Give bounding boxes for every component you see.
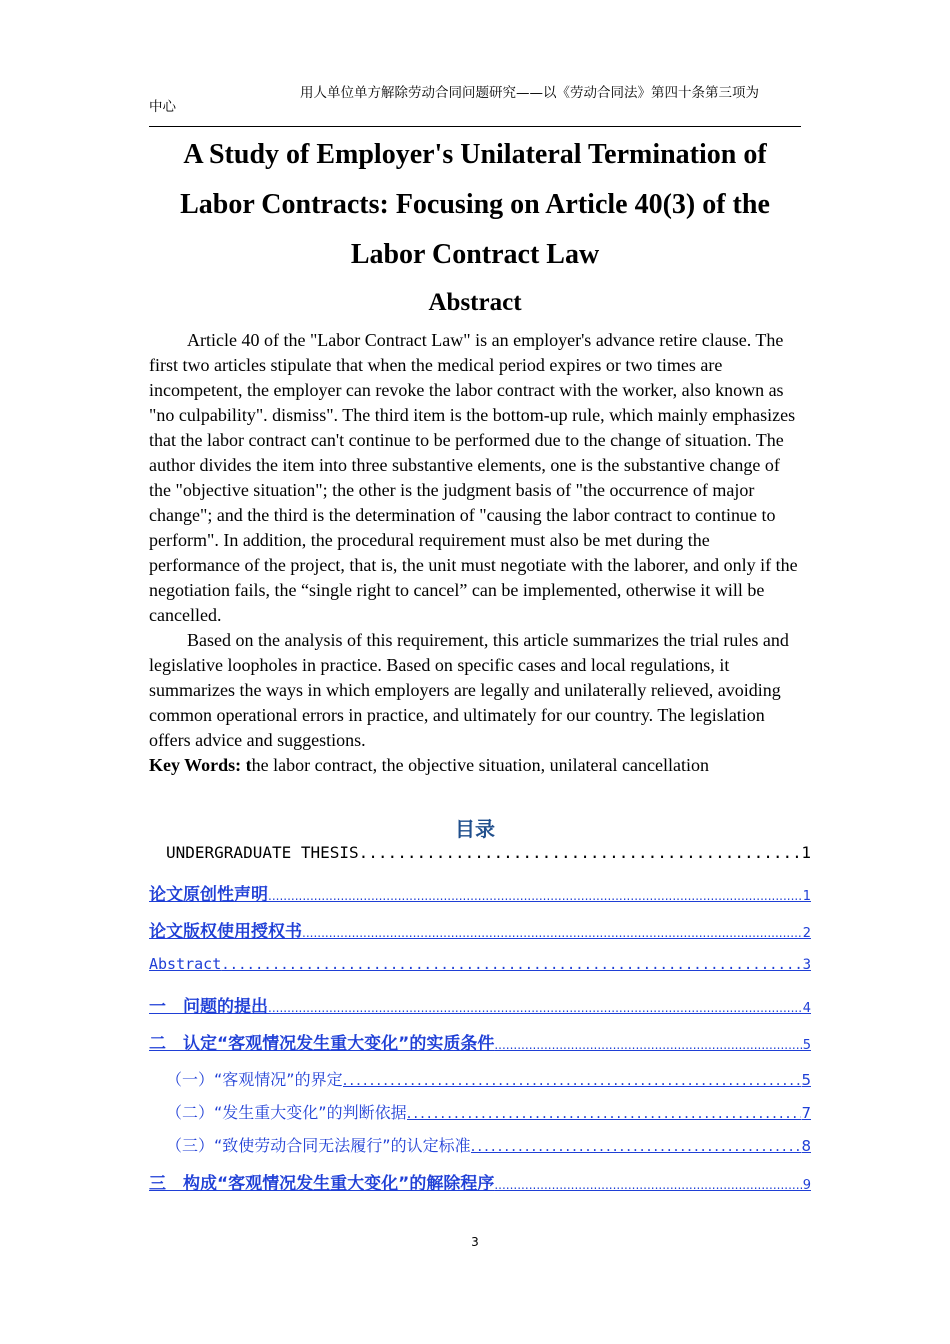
running-header-line2: 中心 <box>149 99 176 115</box>
toc-entry-copyright-authorization[interactable] <box>149 917 811 942</box>
running-header-line1: 用人单位单方解除劳动合同问题研究——以《劳动合同法》第四十条第三项为 <box>300 85 759 101</box>
toc-entry-label: 论文原创性声明 <box>149 885 268 905</box>
toc-entry-label: 二 认定“客观情况发生重大变化”的实质条件 <box>149 1034 495 1054</box>
keywords-text: he labor contract, the objective situation, unilateral cancellation <box>251 755 709 775</box>
toc-leader-dots <box>302 926 803 940</box>
toc-heading: 目录 <box>455 817 495 841</box>
title-line-3: Labor Contract Law <box>350 239 600 270</box>
toc-entry-page: 4 <box>802 1001 811 1016</box>
toc-leader-dots <box>407 1104 802 1122</box>
toc-entry-page: 2 <box>802 926 811 941</box>
toc-leader-dots <box>494 1178 802 1192</box>
toc-leader-dots <box>494 1038 802 1052</box>
toc-entry-section-1[interactable] <box>149 992 811 1017</box>
toc-leader-dots <box>359 843 802 862</box>
toc-entry-abstract[interactable] <box>149 955 811 973</box>
toc-entry-label: （三）“致使劳动合同无法履行”的认定标准 <box>166 1136 471 1155</box>
toc-entry-page: 3 <box>802 957 811 973</box>
toc-entry-page: 5 <box>801 1071 811 1089</box>
header-divider <box>149 126 801 127</box>
toc-leader-dots <box>221 957 802 973</box>
toc-entry-label: 一 问题的提出 <box>149 997 268 1017</box>
toc-entry-page: 5 <box>802 1038 811 1053</box>
toc-entry-section-2-3[interactable] <box>149 1133 811 1156</box>
abstract-paragraph-2: Based on the analysis of this requirement, this article summarizes the trial rules and legislative loopholes in practice. Based on specific cases and local regulations, it summarizes the ways in which employers are legally and unilaterally relieved, avoiding common operational errors in practice, and ultimately for our country. The legislation offers advice and suggestions. <box>149 630 789 750</box>
title-line-1: A Study of Employer's Unilateral Termination of <box>183 139 767 170</box>
toc-entry-page: 9 <box>802 1178 811 1193</box>
paper-title <box>149 130 801 280</box>
toc-leader-dots <box>268 1001 803 1015</box>
toc-entry-page: 1 <box>801 843 811 862</box>
toc-entry-section-2-1[interactable] <box>149 1067 811 1090</box>
abstract-body <box>149 328 804 778</box>
toc-entry-page: 1 <box>802 889 811 904</box>
toc-entry-label: （一）“客观情况”的界定 <box>166 1070 343 1089</box>
toc-entry-section-2-2[interactable] <box>149 1100 811 1123</box>
abstract-heading: Abstract <box>428 289 522 316</box>
toc-entry-page: 8 <box>801 1137 811 1155</box>
toc-entry-section-2[interactable] <box>149 1029 811 1054</box>
abstract-paragraph-1: Article 40 of the "Labor Contract Law" is an employer's advance retire clause. The first two articles stipulate that when the medical period expires or two times are incompetent, the employer can revoke the labor contract with the worker, also known as "no culpability". dismiss". The third item is the bottom-up rule, which mainly emphasizes that the labor contract can't continue to be performed due to the change of situation. The author divides the item into three substantive elements, one is the substantive change of the "objective situation"; the other is the judgment basis of "the occurrence of major change"; and the third is the determination of "causing the labor contract to continue to perform". In addition, the procedural requirement must also be met during the performance of the project, that is, the unit must negotiate with the laborer, and only if the negotiation fails, the “single right to cancel” can be implemented, otherwise it will be cancelled. <box>149 330 798 625</box>
keywords-line <box>149 753 804 778</box>
toc-entry-page: 7 <box>801 1104 811 1122</box>
title-line-2: Labor Contracts: Focusing on Article 40(3) of the <box>180 189 770 220</box>
toc-entry-label: （二）“发生重大变化”的判断依据 <box>166 1103 407 1122</box>
keywords-label: Key Words: t <box>149 755 252 775</box>
toc-entry-label: UNDERGRADUATE THESIS <box>166 843 359 862</box>
toc-entry-originality-statement[interactable] <box>149 880 811 905</box>
toc-entry-undergraduate-thesis[interactable] <box>149 843 811 862</box>
page-number: 3 <box>471 1235 479 1249</box>
toc-leader-dots <box>471 1137 802 1155</box>
toc-leader-dots <box>343 1071 802 1089</box>
toc-entry-label: 三 构成“客观情况发生重大变化”的解除程序 <box>149 1174 495 1194</box>
toc-entry-label: Abstract <box>149 955 222 973</box>
toc-entry-label: 论文版权使用授权书 <box>149 922 302 942</box>
toc-entry-section-3[interactable] <box>149 1169 811 1194</box>
toc-leader-dots <box>268 889 803 903</box>
